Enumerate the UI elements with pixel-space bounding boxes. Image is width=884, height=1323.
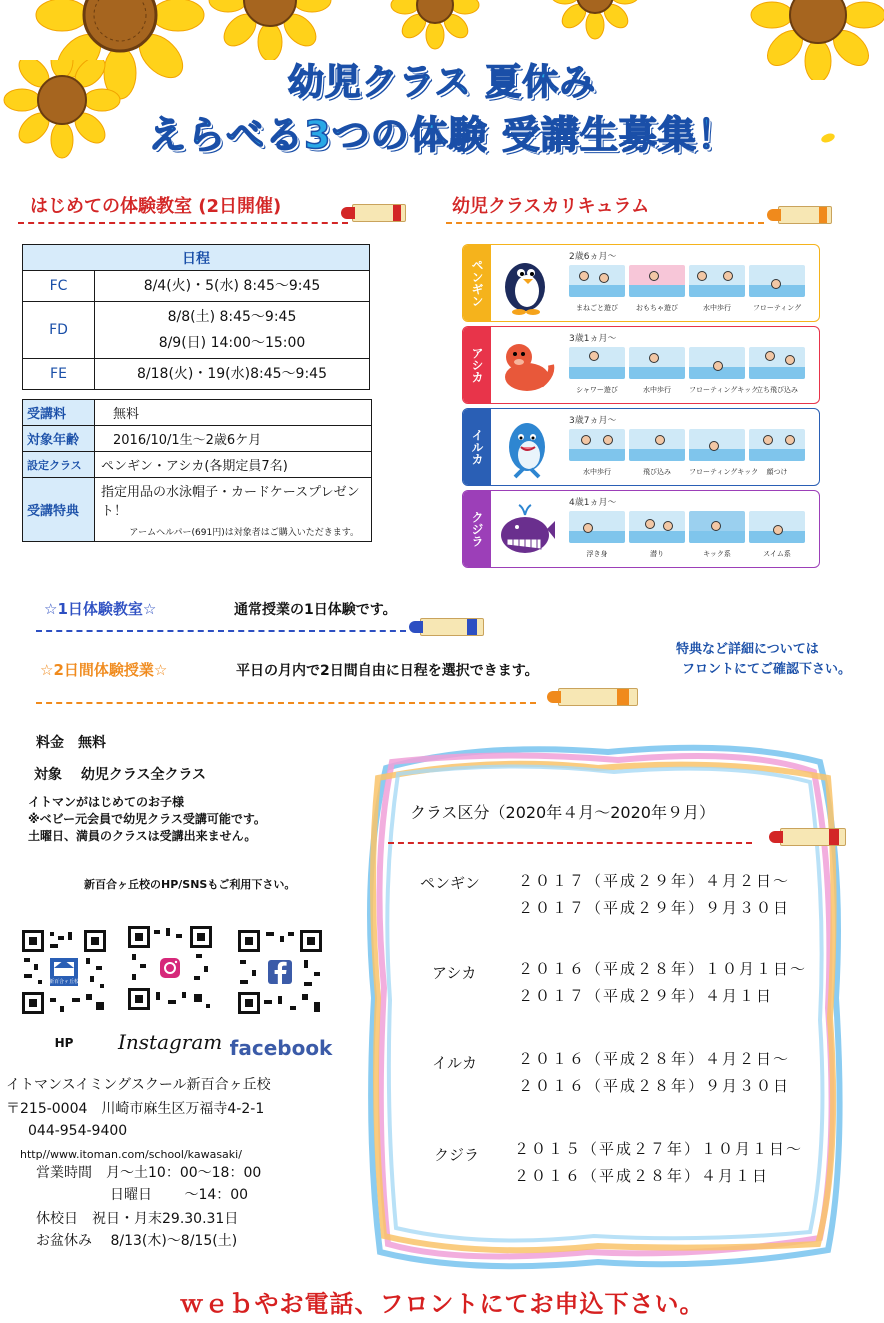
info-table <box>22 399 372 542</box>
schedule-table <box>22 244 370 390</box>
curriculum-activity: まねごと遊び <box>569 265 625 313</box>
trial-heading-underline <box>18 222 348 224</box>
curriculum-age: 2歳6ヵ月～ <box>569 252 617 262</box>
hp-logo-text: 新百合ヶ丘校 <box>48 979 80 985</box>
bonus-cell <box>95 478 372 542</box>
trial-heading: はじめての体験教室 (2日開催) <box>30 196 282 217</box>
curriculum-age: 3歳7ヵ月～ <box>569 416 617 426</box>
detail-note: ※ベビー元会員で幼児クラス受講可能です。 <box>28 812 266 826</box>
detail-target: 対象 幼児クラス全クラス <box>34 767 207 783</box>
hp-qr-code[interactable] <box>20 928 108 1016</box>
two-day-underline <box>36 702 536 704</box>
schedule-time-group <box>95 302 370 359</box>
schedule-time: 8/9(日) 14:00～15:00 <box>158 335 306 351</box>
two-day-text: 平日の月内で2日間自由に日程を選択できます。 <box>236 663 539 679</box>
class-date-to: ２０１７（平成２９年）４月１日 <box>518 987 774 1005</box>
schedule-time: 8/8(土) 8:45～9:45 <box>167 309 297 325</box>
age-label: 対象年齢 <box>23 426 95 452</box>
class-division-title: クラス区分（2020年４月～2020年９月） <box>410 803 715 822</box>
sunflower-decoration-center-left <box>200 0 340 60</box>
sns-note: 新百合ヶ丘校のHP/SNSもご利用下さい。 <box>84 878 296 891</box>
curriculum-activity: スイム系 <box>749 511 805 559</box>
class-date-to: ２０１７（平成２９年）９月３０日 <box>518 899 791 917</box>
school-url[interactable]: http//www.itoman.com/school/kawasaki/ <box>20 1148 242 1161</box>
curriculum-activity: 飛び込み <box>629 429 685 477</box>
curriculum-activity: 顔つけ <box>749 429 805 477</box>
school-hours-2: 日曜日 ～14：00 <box>110 1187 249 1203</box>
curriculum-tab: イルカ <box>463 409 491 485</box>
school-phone[interactable]: 044-954-9400 <box>28 1123 128 1139</box>
table-row <box>23 452 372 478</box>
schedule-header: 日程 <box>23 245 370 271</box>
curriculum-activity: フローティングキック <box>689 429 745 477</box>
bonus-label: 受講特典 <box>23 478 95 542</box>
class-name: ペンギン <box>420 874 480 892</box>
one-day-text: 通常授業の1日体験です。 <box>234 602 397 618</box>
table-row <box>23 478 372 542</box>
curriculum-card-sealion <box>462 326 820 404</box>
class-name: イルカ <box>432 1054 478 1072</box>
table-row <box>23 400 372 426</box>
table-row <box>23 359 370 390</box>
table-row <box>23 426 372 452</box>
curriculum-tab: ペンギン <box>463 245 491 321</box>
curriculum-activity: 立ち飛び込み <box>749 347 805 395</box>
page-title-line-2: えらべる3つの体験 受講生募集！ <box>148 113 736 157</box>
side-note <box>676 640 851 680</box>
curriculum-activity: 水中歩行 <box>629 347 685 395</box>
fee-label: 受講料 <box>23 400 95 426</box>
table-row <box>23 302 370 359</box>
curriculum-activity: キック系 <box>689 511 745 559</box>
crayon-orange-icon <box>778 206 832 224</box>
curriculum-activity: フローティング <box>749 265 805 313</box>
side-note-line: 特典など詳細については <box>676 642 819 657</box>
crayon-red-icon <box>352 204 406 222</box>
page-title-line-1: 幼児クラス 夏休み <box>287 62 597 103</box>
age-value: 2016/10/1生～2歳6ケ月 <box>95 426 372 452</box>
detail-note: 土曜日、満員のクラスは受講出来ません。 <box>28 829 257 843</box>
class-date-from: ２０１５（平成２７年）１０月１日～ <box>514 1140 804 1158</box>
schedule-code: FE <box>23 359 95 390</box>
class-label: 設定クラス <box>23 452 95 478</box>
crayon-red-icon <box>780 828 846 846</box>
side-note-line: フロントにてご確認下さい。 <box>682 662 852 677</box>
curriculum-activity: 水中歩行 <box>569 429 625 477</box>
facebook-qr-code[interactable] <box>236 928 324 1016</box>
whale-icon <box>497 499 557 561</box>
class-date-to: ２０１６（平成２８年）４月１日 <box>514 1167 770 1185</box>
schedule-code: FC <box>23 271 95 302</box>
class-date-to: ２０１６（平成２８年）９月３０日 <box>518 1077 791 1095</box>
two-day-title: ☆2日間体験授業☆ <box>40 661 168 679</box>
curriculum-age: 3歳1ヵ月～ <box>569 334 617 344</box>
class-name: アシカ <box>432 964 477 982</box>
detail-fee: 料金 無料 <box>36 735 106 751</box>
sunflower-decoration-center-right <box>540 0 650 50</box>
school-hours-1: 営業時間 月～土10：00～18：00 <box>36 1165 262 1181</box>
instagram-qr-code[interactable] <box>126 924 214 1012</box>
crayon-orange-icon <box>558 688 638 706</box>
class-value: ペンギン・アシカ(各期定員7名) <box>95 452 372 478</box>
one-day-title: ☆1日体験教室☆ <box>44 600 157 618</box>
sunflower-decoration-center <box>380 0 490 60</box>
class-date-from: ２０１６（平成２８年）４月２日～ <box>518 1050 791 1068</box>
curriculum-activity: おもちゃ遊び <box>629 265 685 313</box>
bonus-value: 指定用品の水泳帽子・カードケースプレゼント！ <box>101 485 360 519</box>
hp-label: HP <box>54 1036 74 1050</box>
curriculum-card-whale <box>462 490 820 568</box>
school-postal: 〒215-0004 川崎市麻生区万福寺4-2-1 <box>6 1101 265 1117</box>
curriculum-activity: 潜り <box>629 511 685 559</box>
detail-notes <box>28 794 266 845</box>
bonus-note: アームヘルパー(691円)は対象者はご購入いただきます。 <box>129 528 359 538</box>
curriculum-card-penguin <box>462 244 820 322</box>
crayon-blue-icon <box>420 618 484 636</box>
class-date-from: ２０１６（平成２８年）１０月１日～ <box>518 960 808 978</box>
schedule-time: 8/18(火)・19(水)8:45～9:45 <box>95 359 370 390</box>
curriculum-activity: フローティングキック <box>689 347 745 395</box>
schedule-code: FD <box>23 302 95 359</box>
class-date-from: ２０１７（平成２９年）４月２日～ <box>518 872 791 890</box>
curriculum-activity: シャワー遊び <box>569 347 625 395</box>
curriculum-activity: 浮き身 <box>569 511 625 559</box>
penguin-icon <box>497 253 557 315</box>
curriculum-tab: クジラ <box>463 491 491 567</box>
detail-note: イトマンがはじめてのお子様 <box>28 795 185 809</box>
schedule-time: 8/4(火)・5(水) 8:45～9:45 <box>95 271 370 302</box>
instagram-label: Instagram <box>118 1030 223 1054</box>
school-closed: 休校日 祝日・月末29.30.31日 <box>36 1211 239 1227</box>
footer-call-to-action: ｗｅｂやお電話、フロントにてお申込下さい。 <box>179 1290 705 1318</box>
curriculum-age: 4歳1ヵ月～ <box>569 498 617 508</box>
dolphin-icon <box>497 417 557 479</box>
class-title-underline <box>388 842 752 844</box>
fee-value: 無料 <box>95 400 372 426</box>
one-day-underline <box>36 630 406 632</box>
table-row <box>23 271 370 302</box>
curriculum-tab: アシカ <box>463 327 491 403</box>
curriculum-card-dolphin <box>462 408 820 486</box>
class-name: クジラ <box>434 1146 480 1164</box>
curriculum-activity: 水中歩行 <box>689 265 745 313</box>
curriculum-heading: 幼児クラスカリキュラム <box>452 196 650 217</box>
curriculum-heading-underline <box>446 222 764 224</box>
facebook-label: facebook <box>229 1036 333 1060</box>
sealion-icon <box>497 335 557 397</box>
school-obon: お盆休み 8/13(木)～8/15(土) <box>36 1233 238 1249</box>
school-name: イトマンスイミングスクール新百合ヶ丘校 <box>6 1077 271 1093</box>
